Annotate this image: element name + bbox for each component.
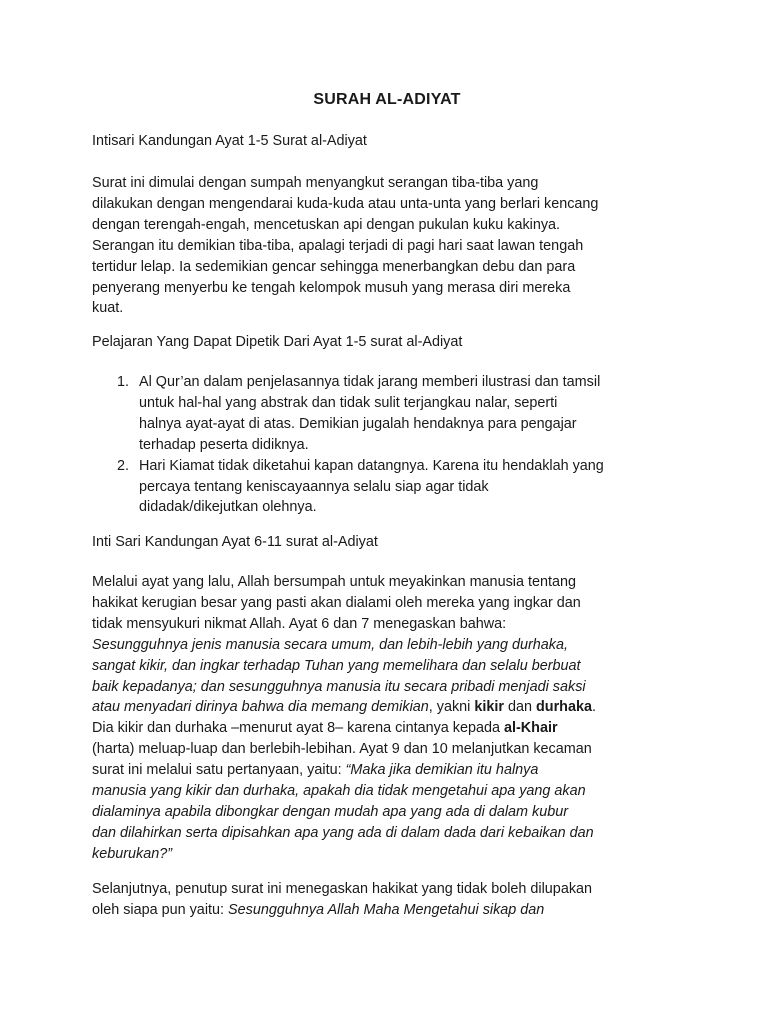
- text-line: [92, 718, 682, 739]
- section-heading-pelajaran: Pelajaran Yang Dapat Dipetik Dari Ayat 1-5 surat al-Adiyat: [92, 334, 463, 350]
- paragraph-penutup: [92, 879, 682, 921]
- text-line: untuk hal-hal yang abstrak dan tidak sulit terjangkau nalar, seperti: [139, 394, 558, 411]
- text-line: hakikat kerugian besar yang pasti akan dialami oleh mereka yang ingkar dan: [92, 594, 581, 611]
- bold-term-kikir: kikir: [474, 699, 504, 716]
- text-line: Surat ini dimulai dengan sumpah menyangkut serangan tiba-tiba yang: [92, 175, 539, 191]
- list-item: [92, 456, 682, 519]
- quote-fragment: atau menyadari dirinya bahwa dia memang demikian: [92, 699, 429, 716]
- quote-line: Sesungguhnya jenis manusia secara umum, dan lebih-lebih yang durhaka,: [92, 636, 568, 653]
- paragraph-intisari-6-11: [92, 572, 682, 865]
- text-line: penyerang menyerbu ke tengah kelompok musuh yang merasa diri mereka: [92, 279, 571, 296]
- quote-fragment: “Maka jika demikian itu halnya: [345, 762, 539, 779]
- text-line: dilakukan dengan mengendarai kuda-kuda atau unta-unta yang berlari kencang: [92, 195, 599, 212]
- text-fragment: oleh siapa pun yaitu:: [92, 901, 229, 918]
- text-line: [92, 900, 682, 921]
- quote-line: baik kepadanya; dan sesungguhnya manusia itu secara pribadi menjadi saksi: [92, 678, 586, 695]
- bold-term-al-khair: al-Khair: [503, 720, 558, 737]
- paragraph-intisari-1-5: [92, 173, 682, 319]
- quote-line: sangat kikir, dan ingkar terhadap Tuhan yang memelihara dan selalu berbuat: [92, 657, 581, 674]
- list-item: [92, 372, 682, 456]
- text-line: tertidur lelap. Ia sedemikian gencar sehingga menerbangkan debu dan para: [92, 258, 576, 275]
- text-fragment: .: [591, 699, 596, 716]
- list-number: 1.: [117, 374, 130, 390]
- quote-line: dialaminya apabila dibongkar dengan mudah apa yang ada di dalam kubur: [92, 803, 569, 820]
- quote-line: keburukan?”: [92, 845, 172, 862]
- section-heading-intisari-6-11: Inti Sari Kandungan Ayat 6-11 surat al-Adiyat: [92, 534, 378, 550]
- text-line: Al Qur’an dalam penjelasannya tidak jarang memberi ilustrasi dan tamsil: [139, 374, 601, 390]
- text-line: Melalui ayat yang lalu, Allah bersumpah untuk meyakinkan manusia tentang: [92, 574, 576, 590]
- text-line: Hari Kiamat tidak diketahui kapan datangnya. Karena itu hendaklah yang: [139, 457, 604, 474]
- text-fragment: Dia kikir dan durhaka –menurut ayat 8– karena cintanya kepada: [92, 720, 504, 737]
- text-line: [92, 697, 682, 718]
- document-title: SURAH AL-ADIYAT: [313, 91, 461, 108]
- quote-fragment: Sesungguhnya Allah Maha Mengetahui sikap dan: [228, 901, 545, 918]
- text-line: Serangan itu demikian tiba-tiba, apalagi terjadi di pagi hari saat lawan tengah: [92, 237, 584, 254]
- text-line: (harta) meluap-luap dan berlebih-lebihan. Ayat 9 dan 10 melanjutkan kecaman: [92, 741, 592, 758]
- text-fragment: , yakni: [428, 699, 475, 716]
- section-heading-intisari-1-5: Intisari Kandungan Ayat 1-5 Surat al-Adiyat: [92, 133, 367, 149]
- list-number: 2.: [117, 457, 130, 474]
- text-line: percaya tentang keniscayaannya selalu siap agar tidak: [139, 478, 489, 495]
- quote-line: manusia yang kikir dan durhaka, apakah dia tidak mengetahui apa yang akan: [92, 783, 586, 800]
- text-line: didadak/dikejutkan olehnya.: [139, 499, 317, 516]
- numbered-list-pelajaran: [92, 372, 682, 518]
- text-line: dengan terengah-engah, mencetuskan api dengan pukulan kuku kakinya.: [92, 216, 561, 233]
- text-line: [92, 760, 682, 781]
- bold-term-durhaka: durhaka: [536, 699, 592, 716]
- text-fragment: dan: [503, 699, 536, 716]
- quote-line: dan dilahirkan serta dipisahkan apa yang ada di dalam dada dari kebaikan dan: [92, 824, 594, 841]
- text-line: halnya ayat-ayat di atas. Demikian jugalah hendaknya para pengajar: [139, 415, 577, 432]
- text-line: tidak mensyukuri nikmat Allah. Ayat 6 dan 7 menegaskan bahwa:: [92, 615, 507, 632]
- text-line: terhadap peserta didiknya.: [139, 436, 309, 453]
- text-line: kuat.: [92, 300, 124, 317]
- text-fragment: surat ini melalui satu pertanyaan, yaitu:: [92, 762, 346, 779]
- text-line: Selanjutnya, penutup surat ini menegaskan hakikat yang tidak boleh dilupakan: [92, 881, 593, 897]
